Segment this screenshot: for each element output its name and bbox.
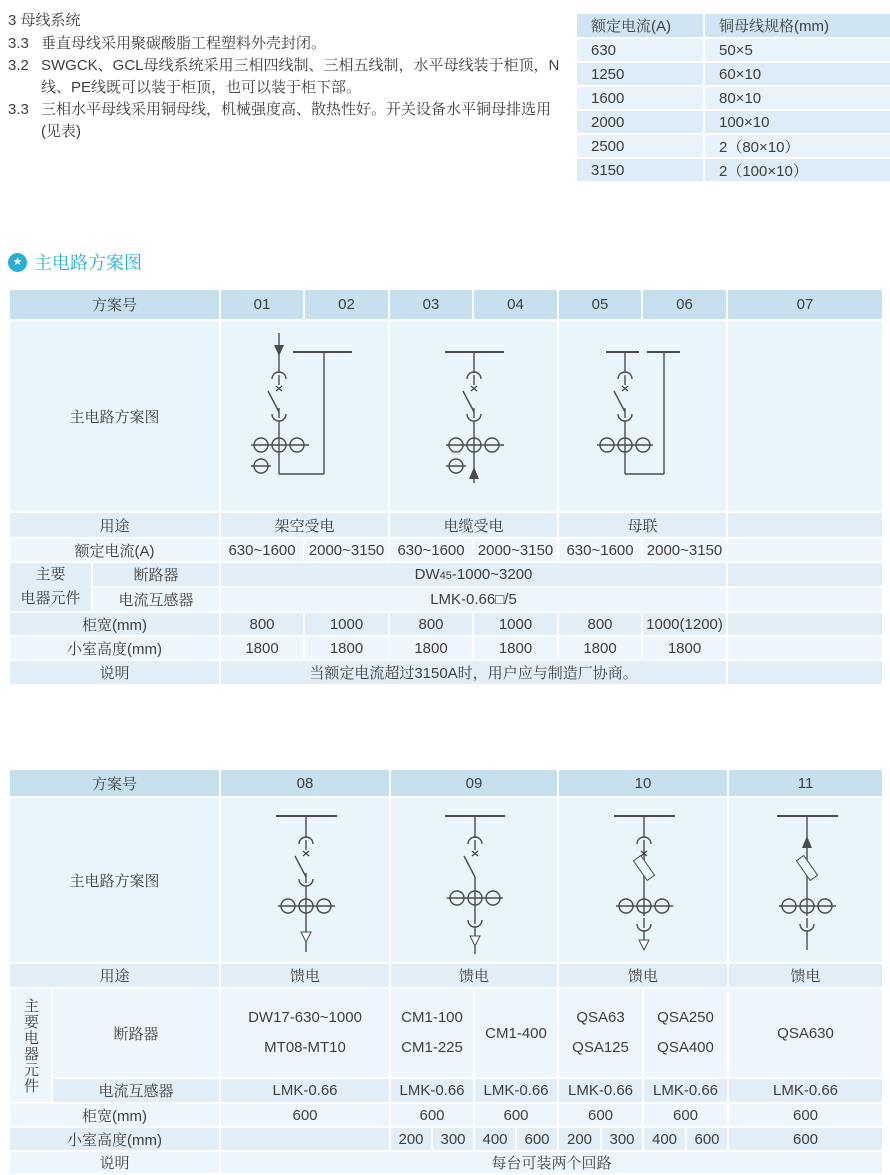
height-cell: 400 — [474, 1127, 516, 1151]
scheme-no-06: 06 — [642, 289, 727, 320]
height-cell: 300 — [601, 1127, 643, 1151]
table-row — [576, 62, 890, 86]
note-label: 说明 — [9, 660, 220, 685]
scheme-no-11: 11 — [728, 769, 883, 797]
empty-cell-07 — [727, 636, 883, 660]
breaker-value-09a: CM1-100 CM1-225 — [390, 988, 474, 1078]
circuit-diagram-scheme-01-02 — [220, 320, 389, 512]
cabinet-width-row — [9, 612, 883, 636]
breaker-value: DW45-1000~3200 — [220, 562, 727, 587]
current-cell: 1250 — [576, 62, 704, 86]
empty-cell-07 — [727, 587, 883, 612]
scheme-no-10: 10 — [558, 769, 728, 797]
diagram-row-label: 主电路方案图 — [9, 320, 220, 512]
width-cell: 800 — [389, 612, 473, 636]
empty-cell-07 — [727, 660, 883, 685]
current-cell: 2000 — [576, 110, 704, 134]
intro-item-number: 3.2 — [8, 57, 29, 74]
current-cell: 3150 — [576, 158, 704, 182]
main-components-label: 主要 电器元件 — [9, 562, 92, 612]
breaker-value-11: QSA630 — [728, 988, 883, 1078]
height-cell: 400 — [643, 1127, 686, 1151]
usage-cell: 母联 — [558, 512, 727, 538]
usage-cell: 馈电 — [220, 963, 390, 988]
usage-cell: 馈电 — [390, 963, 558, 988]
intro-heading: 3 母线系统 — [8, 12, 81, 29]
room-height-label: 小室高度(mm) — [9, 636, 220, 660]
width-cell: 1000(1200) — [642, 612, 727, 636]
width-cell: 1000 — [304, 612, 389, 636]
empty-cell-07 — [727, 562, 883, 587]
scheme-no-02: 02 — [304, 289, 389, 320]
height-cell-08 — [220, 1127, 390, 1151]
intro-item-2 — [8, 55, 563, 99]
height-cell: 1800 — [389, 636, 473, 660]
scheme-no-label: 方案号 — [9, 769, 220, 797]
height-cell: 1800 — [473, 636, 558, 660]
usage-cell: 架空受电 — [220, 512, 389, 538]
ct-cell: LMK-0.66 — [474, 1078, 558, 1103]
usage-row — [9, 512, 883, 538]
intro-item-number: 3.3 — [8, 101, 29, 118]
usage-label: 用途 — [9, 512, 220, 538]
circuit-diagram-scheme-09 — [390, 797, 558, 963]
scheme-header-row — [9, 769, 883, 797]
width-cell: 600 — [558, 1103, 643, 1127]
current-cell: 2000~3150 — [473, 538, 558, 562]
note-row — [9, 660, 883, 685]
ct-label: 电流互感器 — [52, 1078, 220, 1103]
width-cell: 600 — [220, 1103, 390, 1127]
breaker-row — [9, 562, 883, 587]
ct-cell: LMK-0.66 — [643, 1078, 728, 1103]
circuit-diagram-scheme-11 — [728, 797, 883, 963]
height-cell: 300 — [432, 1127, 474, 1151]
width-cell: 800 — [558, 612, 642, 636]
scheme-no-04: 04 — [473, 289, 558, 320]
current-cell: 630~1600 — [558, 538, 642, 562]
spec-cell: 60×10 — [704, 62, 890, 86]
height-cell: 200 — [390, 1127, 432, 1151]
room-height-row — [9, 1127, 883, 1151]
empty-cell-07 — [727, 512, 883, 538]
empty-cell-07 — [727, 538, 883, 562]
intro-item-1 — [8, 33, 563, 55]
ct-row — [9, 587, 883, 612]
rated-current-label: 额定电流(A) — [9, 538, 220, 562]
scheme-no-08: 08 — [220, 769, 390, 797]
intro-item-number: 3.3 — [8, 35, 29, 52]
scheme-no-label: 方案号 — [9, 289, 220, 320]
spec-cell: 80×10 — [704, 86, 890, 110]
section-title-text: 主电路方案图 — [34, 253, 142, 273]
breaker-row — [9, 988, 883, 1078]
scheme-no-01: 01 — [220, 289, 304, 320]
current-cell: 2000~3150 — [642, 538, 727, 562]
height-cell: 1800 — [220, 636, 304, 660]
height-cell: 600 — [516, 1127, 558, 1151]
usage-cell: 馈电 — [728, 963, 883, 988]
scheme-no-09: 09 — [390, 769, 558, 797]
circuit-diagram-scheme-08 — [220, 797, 390, 963]
note-value: 当额定电流超过3150A时，用户应与制造厂协商。 — [220, 660, 727, 685]
table-header-row — [576, 13, 890, 38]
usage-cell: 馈电 — [558, 963, 728, 988]
rated-current-header: 额定电流(A) — [576, 13, 704, 38]
scheme-no-03: 03 — [389, 289, 473, 320]
scheme-header-row — [9, 289, 883, 320]
current-cell: 630~1600 — [220, 538, 304, 562]
table-row — [576, 38, 890, 62]
usage-label: 用途 — [9, 963, 220, 988]
ct-cell: LMK-0.66 — [728, 1078, 883, 1103]
copper-busbar-spec-table — [575, 12, 890, 183]
cabinet-width-label: 柜宽(mm) — [9, 1103, 220, 1127]
spec-cell: 2（80×10） — [704, 134, 890, 158]
ct-label: 电流互感器 — [92, 587, 220, 612]
width-cell: 1000 — [473, 612, 558, 636]
table-row — [576, 86, 890, 110]
circuit-diagram-scheme-03-04 — [389, 320, 558, 512]
table-row — [576, 134, 890, 158]
intro-item-text: SWGCK、GCL母线系统采用三相四线制、三相五线制，水平母线装于柜顶，N线、PE线既可以装于柜顶，也可以装于柜下部。 — [41, 57, 560, 96]
ct-value: LMK-0.66□/5 — [220, 587, 727, 612]
spec-cell: 50×5 — [704, 38, 890, 62]
current-cell: 2000~3150 — [304, 538, 389, 562]
busbar-system-intro — [8, 10, 563, 143]
note-label: 说明 — [9, 1151, 220, 1174]
breaker-label: 断路器 — [92, 562, 220, 587]
diagram-row — [9, 797, 883, 963]
width-cell: 600 — [390, 1103, 474, 1127]
breaker-value-10a: QSA63 QSA125 — [558, 988, 643, 1078]
breaker-value-09b: CM1-400 — [474, 988, 558, 1078]
breaker-label: 断路器 — [52, 988, 220, 1078]
current-cell: 630 — [576, 38, 704, 62]
width-cell: 800 — [220, 612, 304, 636]
room-height-label: 小室高度(mm) — [9, 1127, 220, 1151]
ct-cell: LMK-0.66 — [220, 1078, 390, 1103]
main-components-label: 主要电器元件 — [9, 988, 52, 1103]
ct-cell: LMK-0.66 — [390, 1078, 474, 1103]
height-cell: 600 — [728, 1127, 883, 1151]
current-cell: 2500 — [576, 134, 704, 158]
current-cell: 630~1600 — [389, 538, 473, 562]
circuit-diagram-scheme-05-06 — [558, 320, 727, 512]
busbar-spec-header: 铜母线规格(mm) — [704, 13, 890, 38]
cabinet-width-label: 柜宽(mm) — [9, 612, 220, 636]
width-cell: 600 — [474, 1103, 558, 1127]
spec-cell: 100×10 — [704, 110, 890, 134]
table-row — [576, 158, 890, 182]
room-height-row — [9, 636, 883, 660]
scheme-no-07: 07 — [727, 289, 883, 320]
empty-cell-07 — [727, 612, 883, 636]
current-cell: 1600 — [576, 86, 704, 110]
ct-row — [9, 1078, 883, 1103]
height-cell: 600 — [686, 1127, 728, 1151]
height-cell: 200 — [558, 1127, 601, 1151]
table-row — [576, 110, 890, 134]
empty-cell-07 — [727, 320, 883, 512]
breaker-value-08: DW17-630~1000 MT08-MT10 — [220, 988, 390, 1078]
intro-item-3 — [8, 99, 563, 143]
width-cell: 600 — [643, 1103, 728, 1127]
height-cell: 1800 — [642, 636, 727, 660]
scheme-table-01-07 — [8, 288, 884, 686]
scheme-no-05: 05 — [558, 289, 642, 320]
height-cell: 1800 — [558, 636, 642, 660]
section-title — [8, 249, 142, 275]
breaker-value-10b: QSA250 QSA400 — [643, 988, 728, 1078]
cabinet-width-row — [9, 1103, 883, 1127]
circuit-diagram-scheme-10 — [558, 797, 728, 963]
note-value: 每台可装两个回路 — [220, 1151, 883, 1174]
star-icon: ★ — [8, 253, 27, 272]
rated-current-row — [9, 538, 883, 562]
width-cell: 600 — [728, 1103, 883, 1127]
spec-cell: 2（100×10） — [704, 158, 890, 182]
diagram-row — [9, 320, 883, 512]
ct-cell: LMK-0.66 — [558, 1078, 643, 1103]
scheme-table-08-11 — [8, 768, 884, 1175]
intro-item-text: 三相水平母线采用铜母线，机械强度高、散热性好。开关设备水平铜母排选用(见表) — [41, 101, 552, 140]
usage-cell: 电缆受电 — [389, 512, 558, 538]
usage-row — [9, 963, 883, 988]
diagram-row-label: 主电路方案图 — [9, 797, 220, 963]
intro-item-text: 垂直母线采用聚碳酸脂工程塑料外壳封闭。 — [41, 35, 327, 52]
height-cell: 1800 — [304, 636, 389, 660]
